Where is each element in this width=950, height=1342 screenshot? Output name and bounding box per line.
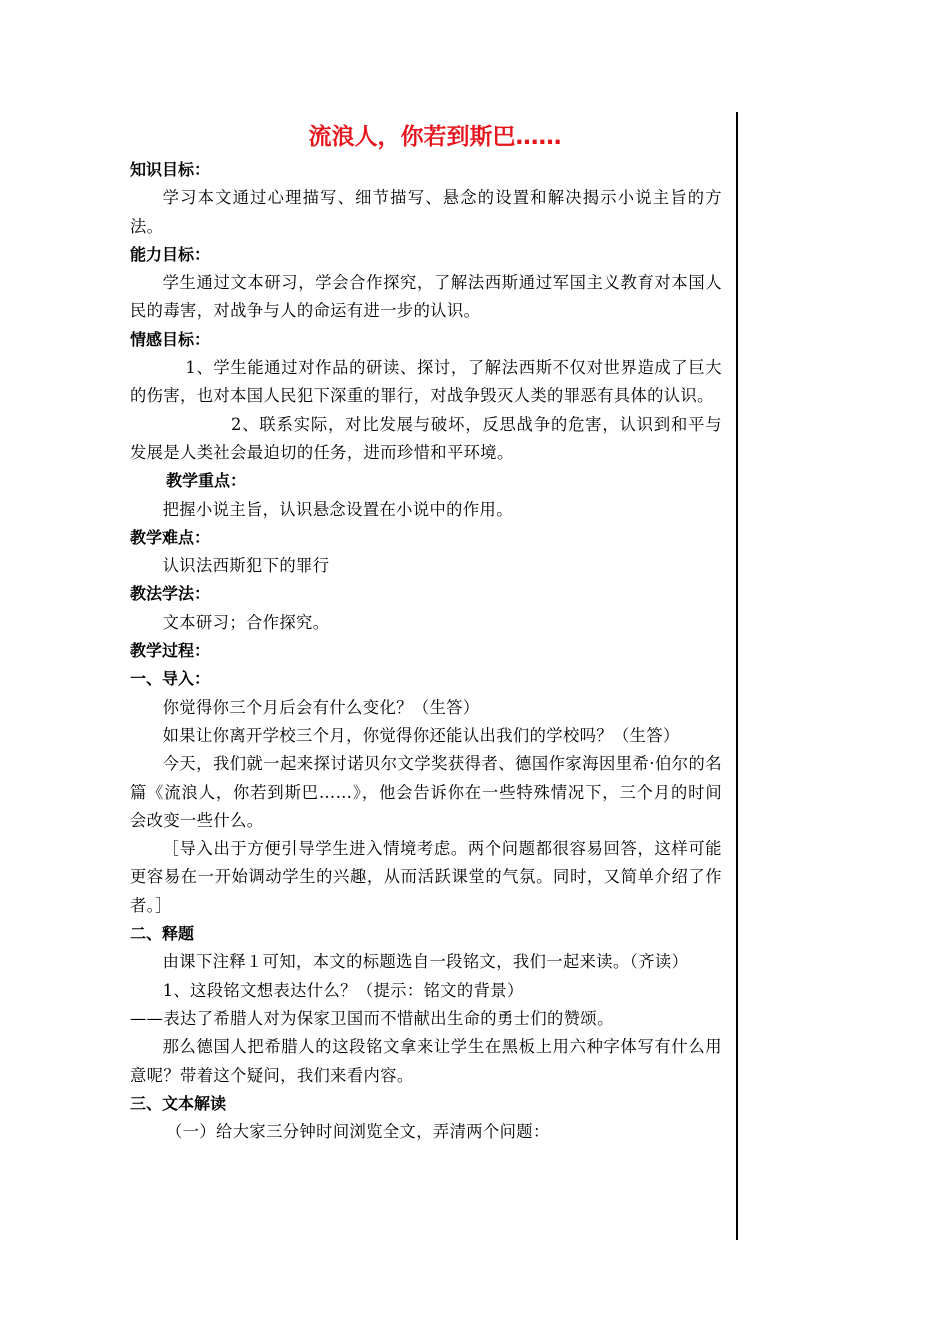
document-page — [130, 118, 722, 1146]
process-heading: 教学过程： — [130, 641, 211, 661]
method-heading: 教法学法： — [130, 584, 211, 604]
key-point-heading: 教学重点： — [166, 471, 247, 491]
emotion-heading: 情感目标： — [130, 329, 211, 349]
intro-paragraph-2: 如果让你离开学校三个月，你觉得你还能认出我们的学校吗？（生答） — [162, 725, 680, 745]
method-text: 文本研习；合作探究。 — [162, 612, 330, 632]
intro-paragraph-3: 今天，我们就一起来探讨诺贝尔文学奖获得者、德国作家海因里希·伯尔的名篇《流浪人，你若到斯巴……》，他会告诉你在一些特殊情况下，三个月的时间会改变一些什么。 — [130, 754, 722, 830]
title-explain-paragraph-1: 由课下注释１可知，本文的标题选自一段铭文，我们一起来读。（齐读） — [162, 952, 689, 972]
ability-heading: 能力目标： — [130, 244, 211, 264]
intro-note: ［导入出于方便引导学生进入情境考虑。两个问题都很容易回答，这样可能更容易在一开始调动学生的兴趣，从而活跃课堂的气氛。同时，又简单介绍了作者。］ — [130, 839, 722, 915]
reading-paragraph-1: （一）给大家三分钟时间浏览全文，弄清两个问题： — [166, 1122, 550, 1142]
difficulty-text: 认识法西斯犯下的罪行 — [162, 556, 330, 576]
reading-heading: 三、文本解读 — [130, 1093, 227, 1113]
title-explain-heading: 二、释题 — [130, 924, 195, 944]
margin-rule — [736, 112, 738, 1240]
document-title: 流浪人，你若到斯巴…… — [308, 124, 562, 150]
ability-text: 学生通过文本研习，学会合作探究，了解法西斯通过军国主义教育对本国人民的毒害，对战争与人的命运有进一步的认识。 — [130, 273, 722, 321]
title-explain-answer: ——表达了希腊人对为保家卫国而不惜献出生命的勇士们的赞颂。 — [130, 1008, 614, 1028]
difficulty-heading: 教学难点： — [130, 527, 211, 547]
knowledge-text: 学习本文通过心理描写、细节描写、悬念的设置和解决揭示小说主旨的方法。 — [130, 188, 722, 236]
key-point-text: 把握小说主旨，认识悬念设置在小说中的作用。 — [162, 499, 513, 519]
title-explain-question: 1、这段铭文想表达什么？（提示：铭文的背景） — [162, 980, 524, 1000]
emotion-item-2: 2、联系实际，对比发展与破坏，反思战争的危害，认识到和平与发展是人类社会最迫切的任务，进而珍惜和平环境。 — [130, 414, 722, 462]
knowledge-heading: 知识目标： — [130, 160, 211, 179]
intro-heading: 一、导入： — [130, 669, 211, 689]
title-explain-paragraph-4: 那么德国人把希腊人的这段铭文拿来让学生在黑板上用六种字体写有什么用意呢？带着这个疑问，我们来看内容。 — [130, 1037, 722, 1085]
intro-paragraph-1: 你觉得你三个月后会有什么变化？（生答） — [162, 697, 480, 717]
emotion-item-1: 1、学生能通过对作品的研读、探讨，了解法西斯不仅对世界造成了巨大的伤害，也对本国人民犯下深重的罪行，对战争毁灭人类的罪恶有具体的认识。 — [130, 358, 722, 406]
